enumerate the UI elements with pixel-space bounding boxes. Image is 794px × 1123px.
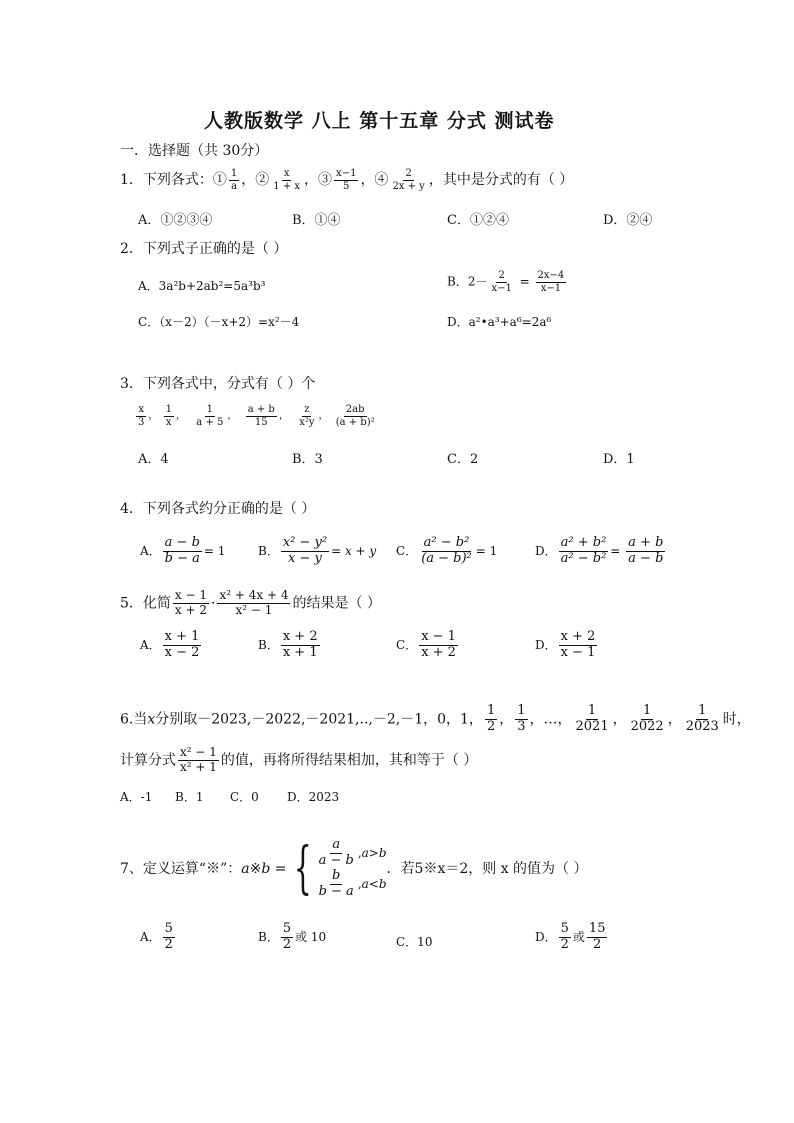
q7-option-b[interactable]: B． $\frac{5}{2}$ 或 10 xyxy=(258,921,327,952)
q4-option-d[interactable]: D． $\frac{\text{a² + b²}}{\text{a² − b²}}$ = $\frac{a + b}{a - b}$ xyxy=(535,535,664,566)
fraction: $\frac{2x-4}{x-1}$ xyxy=(537,270,565,294)
question-1-end: ，其中是分式的有（ ） xyxy=(428,172,574,188)
question-1-stem: 1．下列各式： xyxy=(120,172,213,188)
question-5-stem-b: 的结果是（ ） xyxy=(292,595,381,612)
question-5-stem: 5．化简 $\frac{x - 1}{x + 2}$ · $\frac{\text{x² + 4x + 4}}{\text{x² − 1}}$ 的结果是（ ） xyxy=(120,588,381,617)
fraction: $\frac{\text{x² − 1}}{\text{x² + 1}}$ xyxy=(180,745,217,774)
fraction: $\frac{5}{2}$ xyxy=(560,921,569,952)
question-4-stem: 4．下列各式约分正确的是（ ） xyxy=(120,501,316,517)
fraction: $\frac{1}{a}$ xyxy=(230,168,238,192)
question-6-line-2-b: 的值，再将所得结果相加，其和等于（ ） xyxy=(220,752,478,769)
q3-option-b[interactable]: B．3 xyxy=(292,452,323,467)
fraction: $\frac{1}{2022}$ xyxy=(630,703,664,734)
q3-option-c[interactable]: C．2 xyxy=(447,452,479,467)
q5-option-a[interactable]: A． $\frac{x + 1}{x - 2}$ xyxy=(140,629,200,660)
fraction: $\frac{x - 1}{x + 2}$ xyxy=(174,588,208,617)
fraction: $\frac{\text{x² + 4x + 4}}{\text{x² − 1}}$ xyxy=(219,588,289,617)
question-3-stem: 3．下列各式中，分式有（ ）个 xyxy=(120,376,316,392)
fraction: $\frac{1}{a + 5}$ xyxy=(196,404,224,428)
q2-option-b-prefix: B．2－ xyxy=(447,274,488,289)
q2-option-d[interactable]: D．a²•a³+a⁶=2a⁶ xyxy=(447,315,552,329)
fraction: $\frac{1}{2021}$ xyxy=(575,703,609,734)
q1-option-b[interactable]: B．①④ xyxy=(292,213,341,228)
fraction: $\frac{5}{2}$ xyxy=(164,921,173,952)
fraction: $\frac{a}{a - b}$ xyxy=(318,837,354,868)
q6-option-a[interactable]: A．-1 xyxy=(120,790,153,804)
fraction: $\frac{x-1}{5}$ xyxy=(336,168,357,192)
q7-option-d[interactable]: D． $\frac{5}{2}$ 或 $\frac{15}{2}$ xyxy=(535,921,606,952)
q3-expressions: $\frac{x}{3}$ ， $\frac{1}{x}$ ， $\frac{1}{a + 5}$ ， $\frac{a + b}{15}$ ， $\frac{z}{\text{x²y}}$ ， $\frac{2ab}{\text{(a + b)²}}$ xyxy=(138,404,375,428)
q5-option-d[interactable]: D． $\frac{x + 2}{x - 1}$ xyxy=(535,629,596,660)
brace: { xyxy=(293,835,312,901)
q4-option-c[interactable]: C． $\frac{\text{a² − b²}}{\text{(a − b)²}}$ = 1 xyxy=(396,535,498,566)
fraction: $\frac{\text{a² + b²}}{\text{a² − b²}}$ xyxy=(560,535,607,566)
q6-option-c[interactable]: C．0 xyxy=(230,790,259,804)
question-6-values: 分别取－2023,－2022,－2021,..,－2,－1，0，1， xyxy=(155,711,483,728)
fraction: $\frac{15}{2}$ xyxy=(588,921,606,952)
fraction: $\frac{x + 1}{x - 2}$ xyxy=(164,629,200,660)
fraction: $\frac{\text{x² − y²}}{x - y}$ xyxy=(282,535,328,566)
question-6-line-2 xyxy=(120,746,477,775)
fraction: $\frac{1}{2}$ xyxy=(486,703,496,734)
fraction: $\frac{x + 2}{x + 1}$ xyxy=(282,629,318,660)
q7-option-d-label: D． xyxy=(535,929,557,944)
fraction: $\frac{x - 1}{x + 2}$ xyxy=(421,629,456,660)
fraction: $\frac{2}{2x + y}$ xyxy=(392,168,425,192)
fraction: $\frac{x}{3}$ xyxy=(138,404,145,428)
fraction: $\frac{5}{2}$ xyxy=(282,921,292,952)
question-6-line-1: 6.当x分别取－2023,－2022,－2021,..,－2,－1，0，1， $\frac{1}{2}$ ， $\frac{1}{3}$ ，…， $\frac{1}{2021}$ ， $\frac{1}{2022}$ ， $\frac{1}{2023}$ 时， xyxy=(120,703,751,734)
question-7-stem: 7、定义运算“※”： xyxy=(120,860,242,877)
fraction: $\frac{1}{x}$ xyxy=(165,404,172,428)
page-title: 人教版数学 八上 第十五章 分式 测试卷 xyxy=(204,110,555,132)
q6-option-d[interactable]: D．2023 xyxy=(287,790,340,804)
fraction: $\frac{\text{a² − b²}}{\text{(a − b)²}}$ xyxy=(421,535,472,566)
section-heading: 一．选择题（共 30分） xyxy=(120,143,269,159)
fraction: $\frac{z}{\text{x²y}}$ xyxy=(299,404,315,428)
q7-option-c[interactable]: C．10 xyxy=(396,935,433,949)
question-5-stem-a: 5．化简 xyxy=(120,595,171,612)
fraction: $\frac{1}{2023}$ xyxy=(685,703,719,734)
fraction: $\frac{x + 2}{x - 1}$ xyxy=(560,629,596,660)
q1-option-d[interactable]: D．②④ xyxy=(603,213,653,228)
q5-option-c[interactable]: C． $\frac{x - 1}{x + 2}$ xyxy=(396,629,456,660)
q1-option-c[interactable]: C．①②④ xyxy=(447,213,509,228)
fraction: $\frac{a + b}{a - b}$ xyxy=(628,535,664,566)
question-6-line-2-a: 计算分式 xyxy=(120,752,176,769)
fraction: $\frac{a - b}{b - a}$ xyxy=(164,535,200,566)
question-6-lead: 6.当 xyxy=(120,711,148,728)
fraction: $\frac{1}{3}$ xyxy=(517,703,526,734)
question-1: 1．下列各式：① $\frac{1}{a}$ ，② $\frac{x}{1 + x}$ ，③ $\frac{x-1}{5}$ ，④ $\frac{2}{2x + y}$ ，其中是分式的有（ ） xyxy=(120,168,574,192)
fraction: $\frac{b}{b - a}$ xyxy=(318,867,354,899)
q2-option-c[interactable]: C．（x－2）（－x+2）=x²－4 xyxy=(138,315,300,329)
q7-option-b-label: B． xyxy=(258,929,279,944)
q4-option-b[interactable]: B． $\frac{\text{x² − y²}}{x - y}$ = x + y xyxy=(258,535,377,566)
question-2-stem: 2．下列式子正确的是（ ） xyxy=(120,241,288,257)
question-7-stem-b: ．若5※x＝2，则 x 的值为（ ） xyxy=(386,860,588,877)
q3-option-d[interactable]: D．1 xyxy=(603,452,635,467)
question-7: 7、定义运算“※”：a※b = { $\frac{a}{a - b}$ , a > b $\frac{b}{b - a}$ , a < b ．若5※x＝2，则 x 的值为（ ） xyxy=(120,835,588,901)
piecewise-cases: $\frac{a}{a - b}$ , a > b $\frac{b}{b - a}$ , a < b xyxy=(318,837,387,899)
q2-option-b[interactable]: B．2－ $\frac{2}{x-1}$ = $\frac{2x-4}{x-1}$ xyxy=(447,270,565,294)
q5-option-b[interactable]: B． $\frac{x + 2}{x + 1}$ xyxy=(258,629,318,660)
q7-option-a[interactable] xyxy=(140,922,177,953)
q7-option-a-label: A． xyxy=(140,929,161,944)
q2-option-a[interactable]: A．3a²b+2ab²=5a³b³ xyxy=(138,279,266,293)
q3-option-a[interactable]: A．4 xyxy=(138,452,169,467)
q4-option-a[interactable]: A． $\frac{a - b}{b - a}$ = 1 xyxy=(140,535,226,566)
fraction: $\frac{a + b}{15}$ xyxy=(247,404,275,428)
fraction: $\frac{2}{x-1}$ xyxy=(491,270,512,294)
question-6-tail: 时， xyxy=(722,711,751,728)
fraction: $\frac{2ab}{\text{(a + b)²}}$ xyxy=(335,404,375,428)
q1-option-a[interactable]: A．①②③④ xyxy=(138,213,213,228)
fraction: $\frac{x}{1 + x}$ xyxy=(273,168,301,192)
q6-option-b[interactable]: B．1 xyxy=(175,790,204,804)
